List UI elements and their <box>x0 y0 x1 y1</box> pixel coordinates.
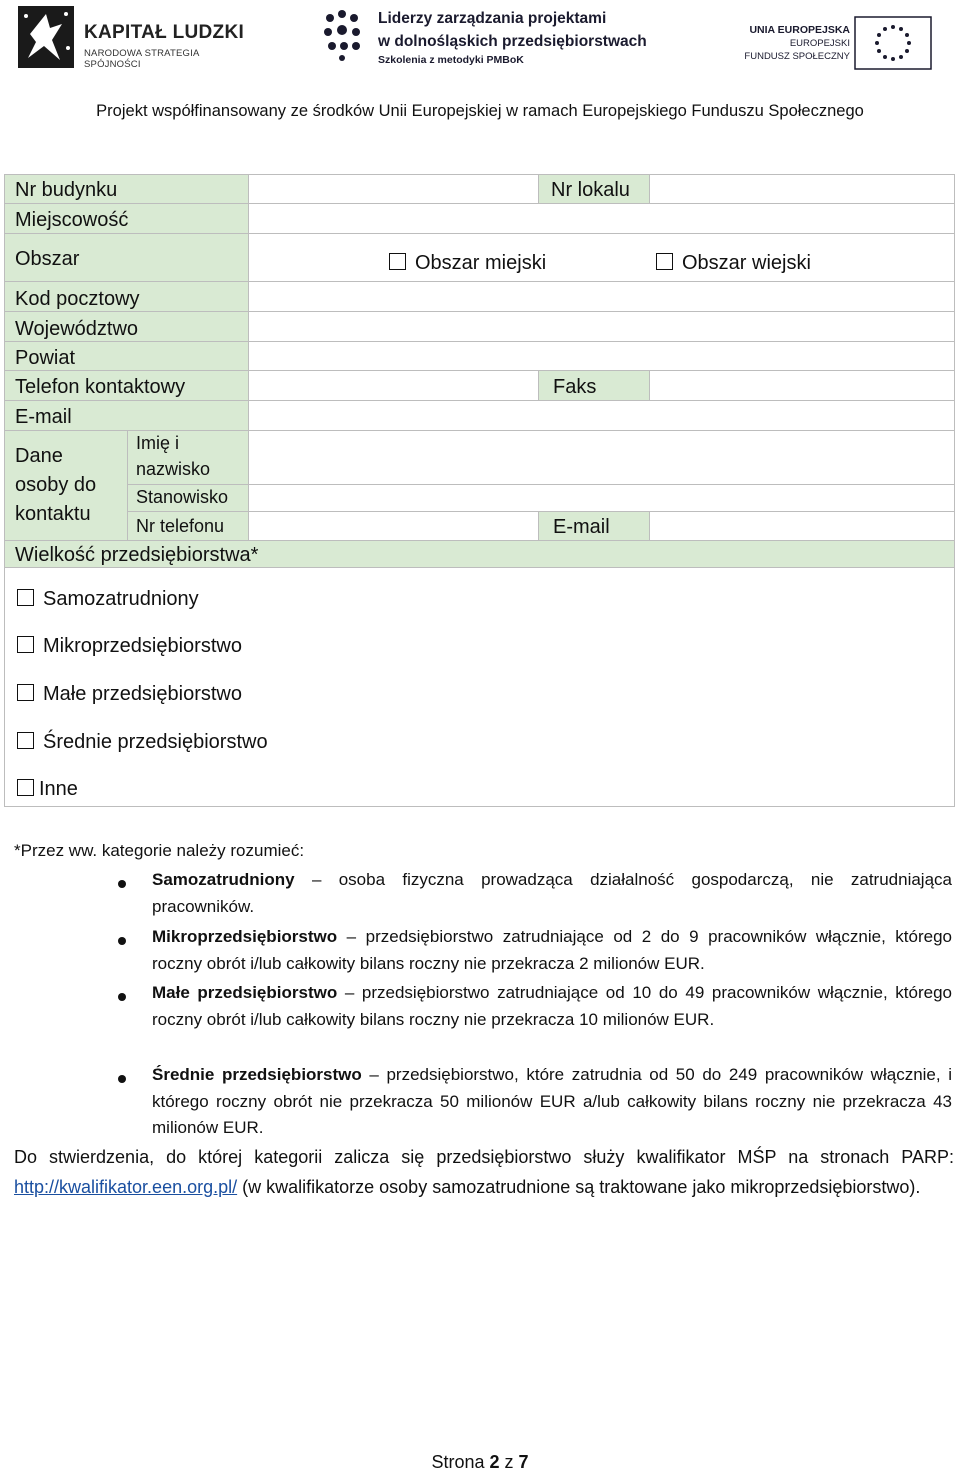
checkbox-icon <box>17 732 34 749</box>
term-srednie: Średnie przedsiębiorstwo <box>152 1065 362 1084</box>
eu-line2: EUROPEJSKI <box>789 38 850 49</box>
bullet-icon <box>118 880 126 888</box>
field-imie-nazwisko[interactable] <box>248 430 955 485</box>
project-title-line1: Liderzy zarządzania projektami <box>378 10 607 27</box>
field-email[interactable] <box>248 400 955 431</box>
checkbox-samozatrudniony[interactable]: Samozatrudniony <box>17 587 199 611</box>
eu-line1: UNIA EUROPEJSKA <box>749 24 850 36</box>
field-stanowisko[interactable] <box>248 484 955 512</box>
page-number: Strona 2 z 7 <box>431 1452 529 1472</box>
label-nr-telefonu: Nr telefonu <box>127 511 249 541</box>
label-faks: Faks <box>538 370 650 401</box>
def-male: przedsiębiorstwo zatrudniające od 10 do 49 pracowników włącznie, którego roczny obrót i/lub całkowity bilans roczny nie przekracza 10 milionów EUR. <box>152 983 952 1029</box>
label-kod-pocztowy: Kod pocztowy <box>4 281 249 312</box>
notes-intro: *Przez ww. kategorie należy rozumieć: <box>14 841 305 860</box>
checkbox-icon <box>17 684 34 701</box>
cofinancing-notice: Projekt współfinansowany ze środków Unii Europejskiej w ramach Europejskiego Funduszu Społecznego <box>96 102 864 120</box>
checkbox-icon <box>656 253 673 270</box>
field-nr-telefonu[interactable] <box>248 511 539 541</box>
dots-emblem-icon <box>320 6 372 66</box>
eu-logo <box>740 14 940 72</box>
label-obszar: Obszar <box>4 233 249 282</box>
eu-line3: FUNDUSZ SPOŁECZNY <box>744 51 850 62</box>
kwalifikator-paragraph: Do stwierdzenia, do której kategorii zalicza się przedsiębiorstwo służy kwalifikator MŚP na stronach PARP: http://kwalifikator.een.org.pl/ (w kwalifikatorze osoby samozatrudnione są traktowane jako mikroprzedsiębiorstwo). <box>14 1147 954 1197</box>
field-obszar <box>248 233 955 282</box>
checkbox-icon <box>17 779 34 796</box>
field-wojewodztwo[interactable] <box>248 311 955 342</box>
field-powiat[interactable] <box>248 341 955 371</box>
label-stanowisko: Stanowisko <box>127 484 249 512</box>
field-faks[interactable] <box>649 370 955 401</box>
bullet-icon <box>118 1075 126 1083</box>
kapital-ludzki-logo <box>16 4 246 72</box>
kl-subtitle: NARODOWA STRATEGIA SPÓJNOŚCI <box>84 48 199 70</box>
checkbox-male-przedsiebiorstwo[interactable]: Małe przedsiębiorstwo <box>17 682 242 706</box>
total-pages: 7 <box>518 1452 529 1472</box>
eu-flag-icon <box>854 16 932 70</box>
label-wielkosc: Wielkość przedsiębiorstwa* <box>4 540 955 568</box>
term-samozatrudniony: Samozatrudniony <box>152 870 295 889</box>
kapital-ludzki-emblem-icon <box>16 4 76 70</box>
size-options-box <box>4 567 955 807</box>
current-page: 2 <box>489 1452 500 1472</box>
label-wojewodztwo: Województwo <box>4 311 249 342</box>
label-contact-email: E-mail <box>538 511 650 541</box>
field-nr-lokalu[interactable] <box>649 174 955 204</box>
field-kod-pocztowy[interactable] <box>248 281 955 312</box>
field-contact-email[interactable] <box>649 511 955 541</box>
checkbox-inne[interactable]: Inne <box>17 777 78 801</box>
field-miejscowosc[interactable] <box>248 203 955 234</box>
checkbox-srednie-przedsiebiorstwo[interactable]: Średnie przedsiębiorstwo <box>17 730 268 754</box>
checkbox-icon <box>17 636 34 653</box>
def-samozatrudniony: osoba fizyczna prowadząca działalność gospodarczą, nie zatrudniająca pracowników. <box>152 870 952 916</box>
label-contact-person-group: Dane osoby do kontaktu <box>4 430 128 541</box>
term-mikro: Mikroprzedsiębiorstwo <box>152 927 338 946</box>
kwalifikator-link[interactable]: http://kwalifikator.een.org.pl/ <box>14 1177 238 1197</box>
checkbox-icon <box>389 253 406 270</box>
label-email: E-mail <box>4 400 249 431</box>
label-powiat: Powiat <box>4 341 249 371</box>
checkbox-icon <box>17 589 34 606</box>
checkbox-mikroprzedsiebiorstwo[interactable]: Mikroprzedsiębiorstwo <box>17 634 242 658</box>
bullet-icon <box>118 993 126 1001</box>
checkbox-obszar-wiejski[interactable]: Obszar wiejski <box>656 251 811 275</box>
project-title-line2: w dolnośląskich przedsiębiorstwach <box>378 33 647 50</box>
field-nr-budynku[interactable] <box>248 174 539 204</box>
label-telefon: Telefon kontaktowy <box>4 370 249 401</box>
kl-title: KAPITAŁ LUDZKI <box>84 22 245 43</box>
label-nr-lokalu: Nr lokalu <box>538 174 650 204</box>
label-imie-nazwisko: Imię i nazwisko <box>127 430 249 485</box>
checkbox-obszar-miejski[interactable]: Obszar miejski <box>389 251 546 275</box>
project-subtitle: Szkolenia z metodyki PMBoK <box>378 54 524 66</box>
field-telefon[interactable] <box>248 370 539 401</box>
term-male: Małe przedsiębiorstwo <box>152 983 338 1002</box>
project-logo <box>320 6 660 70</box>
label-miejscowosc: Miejscowość <box>4 203 249 234</box>
def-mikro: przedsiębiorstwo zatrudniające od 2 do 9 pracowników włącznie, którego roczny obrót i/lub całkowity bilans roczny nie przekracza 2 milionów EUR. <box>152 927 953 973</box>
def-srednie: przedsiębiorstwo, które zatrudnia od 50 do 249 pracowników włącznie, i którego roczny obrót nie przekracza 50 milionów EUR a/lub całkowity bilans roczny nie przekracza 43 milionów EUR. <box>152 1065 952 1137</box>
bullet-icon <box>118 937 126 945</box>
label-nr-budynku: Nr budynku <box>4 174 249 204</box>
